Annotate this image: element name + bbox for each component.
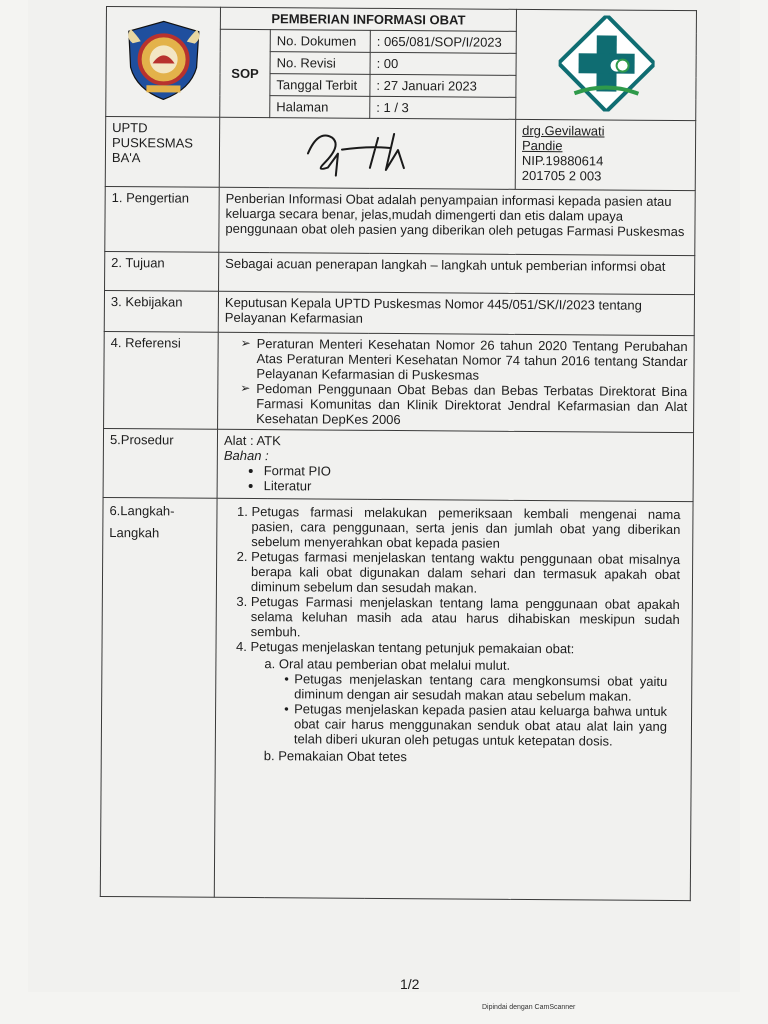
section-referensi-content	[218, 332, 695, 432]
section-label-prosedur: 5.Prosedur	[103, 428, 217, 498]
meta-key-page: Halaman	[270, 96, 370, 119]
section-langkah-content	[214, 498, 693, 900]
institution-line-3: BA'A	[111, 150, 141, 166]
section-label-kebijakan: 3. Kebijakan	[104, 290, 218, 332]
puskesmas-logo-icon	[558, 15, 655, 112]
section-text-pengertian: Penberian Informasi Obat adalah penyampaian informasi kepada pasien atau keluarga secara benar, jelas,mudah dimengerti dan etis dalam upaya penggunaan obat oleh pasien yang diberikan oleh petugas Farmasi Puskesmas	[219, 187, 695, 255]
steps-list	[222, 504, 687, 766]
document-title: PEMBERIAN INFORMASI OBAT	[220, 7, 516, 31]
signatory-block	[515, 119, 695, 190]
reference-list	[224, 336, 688, 429]
bahan-item: • Literatur	[264, 478, 687, 496]
section-text-kebijakan: Keputusan Kepala UPTD Puskesmas Nomor 445/051/SK/I/2023 tentang Pelayanan Kefarmasian	[218, 291, 694, 335]
section-label-langkah	[100, 497, 217, 897]
signatory-name-line-1: drg.Gevilawati	[522, 122, 605, 139]
section-label-pengertian: 1. Pengertian	[105, 186, 219, 252]
institution-line-1: UPTD	[112, 120, 148, 136]
step-item: 3. Petugas Farmasi menjelaskan tentang lama penggunaan obat apakah selama keluhan masih ada atau harus dihabiskan meskipun sudah sembuh.	[251, 594, 686, 642]
step-4-text: Petugas menjelaskan tentang petunjuk pemakaian obat:	[250, 639, 575, 657]
meta-key-document-number: No. Dokumen	[270, 30, 370, 53]
section-text-tujuan: Sebagai acuan penerapan langkah – langkah untuk pemberian informsi obat	[219, 252, 695, 294]
bullet-item: • Petugas menjelaskan tentang cara mengkonsumsi obat yaitu diminum dengan air sesudah makan atau sebelum makan.	[284, 671, 673, 704]
left-logo-cell	[106, 7, 221, 118]
reference-item: ➢ Pedoman Penggunaan Obat Bebas dan Bebas Terbatas Direktorat Bina Farmasi Komunitas dan Klinik Direktorat Jendral Kefarmasian dan Alat Kesehatan DepKes 2006	[240, 381, 687, 429]
scanner-watermark: Dipindai dengan CamScanner	[482, 1004, 576, 1011]
right-logo-cell	[516, 9, 697, 120]
page-number: 1/2	[400, 976, 420, 992]
langkah-label-line-1: 6.Langkah-	[109, 503, 175, 519]
bullet-item: • Petugas menjelaskan kepada pasien atau keluarga bahwa untuk obat cair harus menggunakan senduk obat atau alat lain yang telah diberi ukuran oleh petugas untuk ketepatan dosis.	[284, 701, 673, 749]
handwritten-signature	[297, 123, 437, 180]
meta-value-revision: : 00	[370, 52, 516, 75]
sub-item-b: b. Pemakaian Obat tetes	[263, 748, 407, 765]
sub-item-a-text: a. Oral atau pemberian obat melalui mulut.	[264, 656, 511, 673]
meta-value-document-number: : 065/081/SOP/I/2023	[370, 30, 516, 53]
sub-item-a	[250, 656, 680, 749]
institution-name	[105, 117, 219, 188]
reference-item: ➢ Peraturan Menteri Kesehatan Nomor 26 tahun 2020 Tentang Perubahan Atas Peraturan Menteri Kesehatan Nomor 74 tahun 2016 tentang Standar Pelayanan Kefarmasian di Puskesmas	[240, 336, 687, 384]
meta-key-revision: No. Revisi	[270, 52, 370, 75]
institution-line-2: PUSKESMAS	[111, 135, 194, 151]
step-item: 1. Petugas farmasi melakukan pemeriksaan kembali mengenai nama pasien, cara penggunaan, serta jenis dan jumlah obat yang diberikan sebelum menyerahkan obat kepada pasien	[251, 504, 686, 552]
sop-label: SOP	[220, 29, 271, 117]
sub-a-bullets	[264, 671, 674, 749]
signature-cell	[219, 117, 515, 189]
prosedur-bahan: Bahan :	[223, 447, 269, 464]
meta-value-issue-date: : 27 Januari 2023	[370, 74, 516, 97]
meta-value-page: : 1 / 3	[370, 96, 516, 119]
regional-emblem-icon	[120, 17, 207, 104]
section-label-tujuan: 2. Tujuan	[105, 251, 219, 291]
prosedur-alat: Alat : ATK	[223, 432, 281, 449]
signatory-nip-line-2: 201705 2 003	[521, 167, 602, 184]
bahan-list	[224, 463, 687, 496]
signatory-nip-line-1: NIP.19880614	[521, 152, 604, 169]
sop-table	[100, 6, 697, 901]
step-item: 2. Petugas farmasi menjelaskan tentang waktu penggunaan obat misalnya berapa kali obat digunakan dalam sehari dan termasuk apakah obat diminum sebelum dan sesudah makan.	[251, 549, 686, 597]
section-label-referensi: 4. Referensi	[104, 331, 219, 429]
langkah-label-line-2: Langkah	[109, 525, 160, 541]
bahan-item: • Format PIO	[264, 463, 687, 481]
meta-key-issue-date: Tanggal Terbit	[270, 74, 370, 97]
sop-sheet	[99, 6, 696, 970]
signatory-name-line-2: Pandie	[521, 137, 563, 154]
section-prosedur-content	[217, 429, 693, 501]
step-item	[250, 639, 686, 766]
step-4-sublist	[250, 656, 680, 766]
